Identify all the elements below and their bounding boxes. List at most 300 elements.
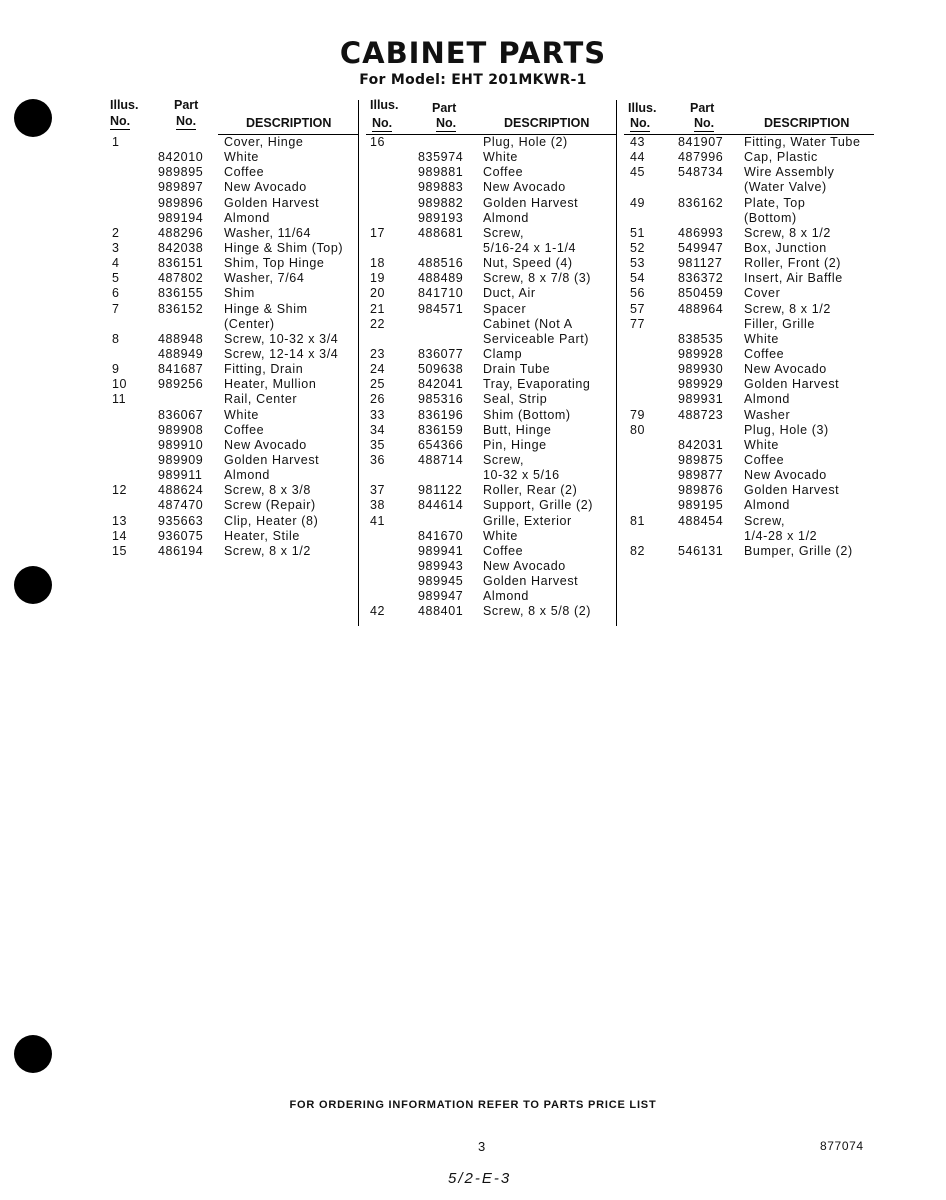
part-description: Screw, 10-32 x 3/4 xyxy=(224,331,339,346)
table-row xyxy=(106,392,358,407)
part-description: Coffee xyxy=(224,165,265,180)
table-row xyxy=(624,423,874,438)
illus-number: 11 xyxy=(112,392,127,407)
part-number: 654366 xyxy=(418,437,464,452)
table-row xyxy=(106,529,358,544)
part-description: Golden Harvest xyxy=(744,377,840,392)
illus-number: 2 xyxy=(112,225,120,240)
illus-number: 25 xyxy=(370,377,386,392)
table-row xyxy=(624,453,874,468)
table-row xyxy=(624,135,874,150)
part-description: Spacer xyxy=(483,301,527,316)
table-row xyxy=(624,286,874,301)
part-description: Roller, Front (2) xyxy=(744,256,842,271)
part-number: 989195 xyxy=(678,498,724,513)
part-number: 981122 xyxy=(418,483,463,498)
part-number: 841710 xyxy=(418,286,464,301)
part-description: Fitting, Drain xyxy=(224,362,304,377)
table-row xyxy=(106,514,358,529)
part-number: 842010 xyxy=(158,150,204,165)
table-row xyxy=(106,362,358,377)
part-description: Screw, 8 x 1/2 xyxy=(744,225,831,240)
part-number: 841687 xyxy=(158,362,204,377)
table-row xyxy=(366,408,616,423)
part-number: 487802 xyxy=(158,271,204,286)
part-description: Serviceable Part) xyxy=(483,331,590,346)
part-description: Drain Tube xyxy=(483,362,551,377)
part-number: 488296 xyxy=(158,225,204,240)
part-number: 985316 xyxy=(418,392,464,407)
part-description: Bumper, Grille (2) xyxy=(744,543,853,558)
table-row xyxy=(106,483,358,498)
table-row xyxy=(624,271,874,286)
column-divider-2 xyxy=(616,100,617,626)
part-number: 989881 xyxy=(418,165,464,180)
illus-number: 33 xyxy=(370,407,386,422)
part-description: (Bottom) xyxy=(744,210,797,225)
part-number: 842031 xyxy=(678,437,724,452)
part-number: 989875 xyxy=(678,452,724,467)
table-row xyxy=(366,180,616,195)
part-no-header: No. xyxy=(694,116,715,130)
table-row xyxy=(624,302,874,317)
part-description: White xyxy=(483,150,518,165)
illus-no-header: No. xyxy=(110,114,131,128)
illus-number: 35 xyxy=(370,437,386,452)
illus-number: 13 xyxy=(112,513,128,528)
part-number: 487470 xyxy=(158,498,204,513)
part-description: Screw, 8 x 3/8 xyxy=(224,483,311,498)
part-number: 836152 xyxy=(158,301,204,316)
binder-hole-middle xyxy=(14,566,52,604)
part-description: Hinge & Shim xyxy=(224,301,308,316)
illus-number: 8 xyxy=(112,331,120,346)
illus-number: 19 xyxy=(370,271,386,286)
illus-header: Illus. xyxy=(628,101,657,115)
part-description: White xyxy=(483,528,518,543)
part-description: Screw, xyxy=(483,225,525,240)
part-description: Roller, Rear (2) xyxy=(483,483,578,498)
part-number: 989931 xyxy=(678,392,724,407)
part-number: 842041 xyxy=(418,377,464,392)
illus-number: 51 xyxy=(630,225,646,240)
part-description: Almond xyxy=(744,392,790,407)
table-row xyxy=(366,135,616,150)
table-row xyxy=(366,150,616,165)
part-description: 10-32 x 5/16 xyxy=(483,468,560,483)
part-description: Box, Junction xyxy=(744,240,827,255)
illus-number: 3 xyxy=(112,240,120,255)
table-row xyxy=(106,423,358,438)
table-row xyxy=(106,165,358,180)
part-description: Plate, Top xyxy=(744,195,806,210)
table-row xyxy=(366,544,616,559)
part-description: Wire Assembly xyxy=(744,165,835,180)
table-row xyxy=(624,362,874,377)
table-row xyxy=(624,241,874,256)
page-title: CABINET PARTS xyxy=(339,36,607,70)
table-row xyxy=(624,180,874,195)
part-number: 989941 xyxy=(418,543,464,558)
illus-number: 21 xyxy=(370,301,386,316)
illus-number: 20 xyxy=(370,286,386,301)
illus-no-header: No. xyxy=(630,116,651,130)
table-row xyxy=(366,332,616,347)
table-row xyxy=(366,453,616,468)
illus-number: 79 xyxy=(630,407,646,422)
illus-number: 49 xyxy=(630,195,646,210)
table-row xyxy=(366,483,616,498)
part-number: 488714 xyxy=(418,452,464,467)
table-row xyxy=(106,286,358,301)
part-number: 549947 xyxy=(678,240,724,255)
part-description: Washer xyxy=(744,407,791,422)
table-row xyxy=(624,438,874,453)
table-row xyxy=(366,317,616,332)
description-header: DESCRIPTION xyxy=(504,116,590,130)
part-description: Nut, Speed (4) xyxy=(483,256,573,271)
rows xyxy=(106,135,358,559)
part-number: 935663 xyxy=(158,513,204,528)
part-number: 488624 xyxy=(158,483,204,498)
table-row xyxy=(624,226,874,241)
table-row xyxy=(366,362,616,377)
table-row xyxy=(624,347,874,362)
illus-number: 9 xyxy=(112,362,120,377)
illus-number: 16 xyxy=(370,135,386,149)
illus-number: 15 xyxy=(112,543,128,558)
part-description: Cap, Plastic xyxy=(744,150,818,165)
part-description: Screw, 12-14 x 3/4 xyxy=(224,346,339,361)
part-number: 836077 xyxy=(418,346,464,361)
part-number: 486194 xyxy=(158,543,204,558)
illus-number: 10 xyxy=(112,377,128,392)
part-description: White xyxy=(224,407,259,422)
table-row xyxy=(624,150,874,165)
part-number: 488949 xyxy=(158,346,204,361)
part-number: 836151 xyxy=(158,256,204,271)
illus-number: 6 xyxy=(112,286,120,301)
part-description: Cabinet (Not A xyxy=(483,316,573,331)
part-number: 488401 xyxy=(418,604,464,619)
illus-number: 80 xyxy=(630,422,646,437)
illus-header: Illus. xyxy=(110,98,139,112)
table-row xyxy=(624,392,874,407)
part-description: 5/16-24 x 1-1/4 xyxy=(483,240,577,255)
part-description: Almond xyxy=(483,589,529,604)
part-number: 989896 xyxy=(158,195,204,210)
part-description: Cover xyxy=(744,286,781,301)
parts-column-3 xyxy=(624,98,874,559)
part-number: 989945 xyxy=(418,574,464,589)
table-row xyxy=(366,196,616,211)
table-row xyxy=(624,377,874,392)
table-row xyxy=(624,165,874,180)
parts-column-2 xyxy=(366,98,616,620)
table-row xyxy=(106,468,358,483)
part-number: 981127 xyxy=(678,256,723,271)
illus-number: 4 xyxy=(112,256,120,271)
part-description: Washer, 7/64 xyxy=(224,271,305,286)
part-description: Pin, Hinge xyxy=(483,437,547,452)
part-description: Filler, Grille xyxy=(744,316,815,331)
part-description: Butt, Hinge xyxy=(483,422,552,437)
table-row xyxy=(106,226,358,241)
part-number: 841670 xyxy=(418,528,464,543)
table-row xyxy=(106,256,358,271)
part-description: New Avocado xyxy=(744,362,827,377)
illus-number: 12 xyxy=(112,483,128,498)
part-description: Hinge & Shim (Top) xyxy=(224,240,344,255)
part-description: Grille, Exterior xyxy=(483,513,572,528)
table-row xyxy=(106,438,358,453)
part-description: Coffee xyxy=(483,543,524,558)
part-number: 841907 xyxy=(678,135,724,149)
part-number: 989256 xyxy=(158,377,204,392)
description-header: DESCRIPTION xyxy=(764,116,850,130)
part-description: Golden Harvest xyxy=(744,483,840,498)
table-row xyxy=(106,211,358,226)
table-row xyxy=(624,483,874,498)
illus-number: 81 xyxy=(630,513,646,528)
table-row xyxy=(624,256,874,271)
part-number: 989909 xyxy=(158,452,204,467)
part-description: Cover, Hinge xyxy=(224,135,304,149)
table-row xyxy=(366,438,616,453)
table-row xyxy=(366,241,616,256)
part-description: 1/4-28 x 1/2 xyxy=(744,528,818,543)
part-header: Part xyxy=(432,101,457,115)
part-description: Shim, Top Hinge xyxy=(224,256,325,271)
part-number: 487996 xyxy=(678,150,724,165)
part-description: Rail, Center xyxy=(224,392,298,407)
table-row xyxy=(624,514,874,529)
table-row xyxy=(366,559,616,574)
part-number: 989876 xyxy=(678,483,724,498)
table-row xyxy=(624,317,874,332)
part-description: Screw, 8 x 1/2 xyxy=(744,301,831,316)
parts-column-1 xyxy=(106,98,358,559)
table-row xyxy=(366,514,616,529)
page-number: 3 xyxy=(478,1139,486,1154)
part-description: Almond xyxy=(744,498,790,513)
part-description: Screw (Repair) xyxy=(224,498,316,513)
part-number: 836196 xyxy=(418,407,464,422)
illus-number: 43 xyxy=(630,135,646,149)
part-number: 844614 xyxy=(418,498,464,513)
illus-number: 18 xyxy=(370,256,386,271)
part-description: Tray, Evaporating xyxy=(483,377,591,392)
part-number: 989194 xyxy=(158,210,204,225)
part-number: 936075 xyxy=(158,528,204,543)
illus-number: 77 xyxy=(630,316,646,331)
part-description: Screw, 8 x 1/2 xyxy=(224,543,311,558)
illus-number: 1 xyxy=(112,135,120,149)
part-header: Part xyxy=(174,98,199,112)
illus-number: 56 xyxy=(630,286,646,301)
part-description: Almond xyxy=(483,210,529,225)
part-description: Coffee xyxy=(744,452,785,467)
part-description: Golden Harvest xyxy=(224,195,320,210)
table-row xyxy=(366,529,616,544)
part-description: Support, Grille (2) xyxy=(483,498,594,513)
part-number: 509638 xyxy=(418,362,464,377)
table-row xyxy=(106,180,358,195)
part-description: Coffee xyxy=(744,346,785,361)
part-number: 989928 xyxy=(678,346,724,361)
illus-number: 5 xyxy=(112,271,120,286)
illus-number: 7 xyxy=(112,301,120,316)
part-description: Plug, Hole (3) xyxy=(744,422,829,437)
binder-hole-bottom xyxy=(14,1035,52,1073)
table-row xyxy=(106,544,358,559)
part-description: Heater, Mullion xyxy=(224,377,317,392)
table-row xyxy=(106,271,358,286)
table-row xyxy=(624,544,874,559)
part-number: 989910 xyxy=(158,437,204,452)
table-row xyxy=(624,529,874,544)
part-description: Screw, 8 x 5/8 (2) xyxy=(483,604,592,619)
part-description: Seal, Strip xyxy=(483,392,548,407)
part-number: 488681 xyxy=(418,225,464,240)
part-number: 488454 xyxy=(678,513,724,528)
table-row xyxy=(366,498,616,513)
part-number: 835974 xyxy=(418,150,464,165)
illus-number: 17 xyxy=(370,225,386,240)
part-description: Screw, xyxy=(483,452,525,467)
part-description: Plug, Hole (2) xyxy=(483,135,568,149)
table-row xyxy=(366,589,616,604)
table-row xyxy=(624,408,874,423)
table-row xyxy=(624,196,874,211)
table-row xyxy=(366,423,616,438)
part-number: 836372 xyxy=(678,271,724,286)
part-number: 836159 xyxy=(418,422,464,437)
table-row xyxy=(366,604,616,619)
handwritten-note: 5/2-E-3 xyxy=(448,1170,512,1187)
part-description: White xyxy=(744,331,779,346)
part-number: 486993 xyxy=(678,225,724,240)
illus-number: 36 xyxy=(370,452,386,467)
part-number: 836067 xyxy=(158,407,204,422)
part-description: White xyxy=(744,437,779,452)
illus-no-header: No. xyxy=(372,116,393,130)
part-description: New Avocado xyxy=(224,180,307,195)
table-row xyxy=(366,286,616,301)
column-header xyxy=(624,98,874,134)
part-description: Clip, Heater (8) xyxy=(224,513,319,528)
part-description: New Avocado xyxy=(224,437,307,452)
part-number: 989882 xyxy=(418,195,464,210)
illus-header: Illus. xyxy=(370,98,399,112)
table-row xyxy=(106,498,358,513)
rows xyxy=(624,135,874,559)
table-row xyxy=(366,211,616,226)
model-subtitle: For Model: EHT 201MKWR-1 xyxy=(359,72,587,88)
table-row xyxy=(366,165,616,180)
table-row xyxy=(106,196,358,211)
part-description: Almond xyxy=(224,468,270,483)
table-row xyxy=(366,377,616,392)
illus-number: 22 xyxy=(370,316,386,331)
part-description: Heater, Stile xyxy=(224,528,300,543)
part-description: Insert, Air Baffle xyxy=(744,271,843,286)
part-number: 989911 xyxy=(158,468,203,483)
illus-number: 82 xyxy=(630,543,646,558)
table-row xyxy=(366,271,616,286)
part-description: Coffee xyxy=(224,422,265,437)
part-description: New Avocado xyxy=(483,180,566,195)
illus-number: 52 xyxy=(630,240,646,255)
part-number: 836155 xyxy=(158,286,204,301)
part-number: 989193 xyxy=(418,210,464,225)
ordering-note: FOR ORDERING INFORMATION REFER TO PARTS PRICE LIST xyxy=(289,1099,657,1111)
column-header xyxy=(106,98,358,134)
part-description: Shim xyxy=(224,286,255,301)
part-description: Golden Harvest xyxy=(483,574,579,589)
binder-hole-top xyxy=(14,99,52,137)
part-header: Part xyxy=(690,101,715,115)
table-row xyxy=(106,453,358,468)
description-header: DESCRIPTION xyxy=(246,116,332,130)
part-number: 488948 xyxy=(158,331,204,346)
illus-number: 26 xyxy=(370,392,386,407)
part-number: 989908 xyxy=(158,422,204,437)
part-number: 989929 xyxy=(678,377,724,392)
part-number: 488964 xyxy=(678,301,724,316)
table-row xyxy=(106,408,358,423)
part-no-header: No. xyxy=(436,116,457,130)
part-number: 836162 xyxy=(678,195,724,210)
part-description: (Water Valve) xyxy=(744,180,827,195)
table-row xyxy=(366,392,616,407)
rows xyxy=(366,135,616,620)
part-number: 842038 xyxy=(158,240,204,255)
part-description: Washer, 11/64 xyxy=(224,225,312,240)
table-row xyxy=(366,302,616,317)
table-row xyxy=(366,256,616,271)
illus-number: 41 xyxy=(370,513,386,528)
table-row xyxy=(624,332,874,347)
part-number: 850459 xyxy=(678,286,724,301)
table-row xyxy=(366,574,616,589)
part-number: 989943 xyxy=(418,558,464,573)
part-description: Clamp xyxy=(483,346,523,361)
illus-number: 57 xyxy=(630,301,646,316)
part-description: New Avocado xyxy=(744,468,827,483)
column-divider-1 xyxy=(358,100,359,626)
illus-number: 53 xyxy=(630,256,646,271)
illus-number: 14 xyxy=(112,528,128,543)
table-row xyxy=(624,468,874,483)
part-no-header: No. xyxy=(176,114,197,128)
part-description: Screw, xyxy=(744,513,786,528)
illus-number: 37 xyxy=(370,483,386,498)
illus-number: 54 xyxy=(630,271,646,286)
part-description: Fitting, Water Tube xyxy=(744,135,861,149)
illus-number: 23 xyxy=(370,346,386,361)
table-row xyxy=(106,377,358,392)
part-description: (Center) xyxy=(224,316,275,331)
part-number: 989877 xyxy=(678,468,724,483)
document-number: 877074 xyxy=(820,1139,864,1153)
part-number: 488489 xyxy=(418,271,464,286)
illus-number: 44 xyxy=(630,150,646,165)
part-number: 984571 xyxy=(418,301,464,316)
table-row xyxy=(106,317,358,332)
part-number: 989883 xyxy=(418,180,464,195)
illus-number: 38 xyxy=(370,498,386,513)
